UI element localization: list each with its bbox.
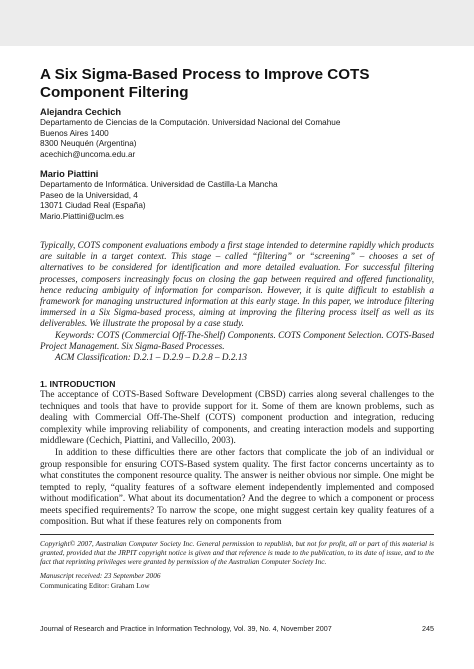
author-email: acechich@uncoma.edu.ar [40, 149, 136, 159]
copyright-notice: Copyright© 2007, Australian Computer Society Inc. General permission to republish, but not for profit, all or part of this material is granted, provided that the JRPIT copyright notice is given and that reference is made to the publication, to its date of issue, and to the fact that reprinting privileges were granted by permission of the Australian Computer Society Inc. [40, 538, 434, 567]
affiliation-line: 13071 Ciudad Real (España) [40, 201, 146, 210]
paragraph: The acceptance of COTS-Based Software Development (CBSD) carries along several challenges to the techniques and tools that have to provide support for it. Some of them are known problems, such as dealing with Commercial Off-The-Shelf (COTS) component production and integration, reducing complexity while improving reliability of components, and creating interaction models and supporting middleware (Cechich, Piattini, and Vallecillo, 2003). [40, 390, 434, 447]
manuscript-received: Manuscript received: 23 September 2006 [40, 571, 161, 581]
introduction-body [40, 390, 434, 529]
divider [40, 534, 434, 535]
author-block-1 [40, 106, 434, 160]
author-name: Mario Piattini [40, 169, 99, 179]
header-band [0, 0, 474, 46]
keywords: Keywords: COTS (Commercial Off-The-Shelf) Components. COTS Component Selection. COTS-Based Project Management. Six Sigma-Based Processes. [40, 329, 434, 351]
page-number: 245 [422, 624, 434, 633]
affiliation-line: Paseo de la Universidad, 4 [40, 190, 138, 200]
affiliation-line: Departamento de Informática. Universidad de Castilla-La Mancha [40, 180, 278, 189]
abstract-text: Typically, COTS component evaluations embody a first stage intended to determine rapidly which products are suitable in a target context. This stage – called “filtering” or “screening” – chooses a set of alternatives to be considered for identification and more detailed evaluation. For successful filtering processes, composers increasingly focus on closing the gap between required and offered functionality, hence reducing ambiguity of information for comparison. However, it is quite difficult to establish a framework for managing unstructured information at this early stage. In this paper, we introduce filtering immersed in a Six Sigma-based process, aiming at improving the filtering process itself as well as its deliverables. We illustrate the proposal by a case study. [40, 240, 434, 329]
section-heading: 1. INTRODUCTION [40, 379, 116, 390]
acm-classification: ACM Classification: D.2.1 – D.2.9 – D.2.8 – D.2.13 [55, 352, 247, 363]
author-name: Alejandra Cechich [40, 107, 122, 117]
abstract [40, 240, 434, 363]
affiliation-line: 8300 Neuquén (Argentina) [40, 139, 137, 148]
author-email: Mario.Piattini@uclm.es [40, 211, 124, 221]
affiliation-line: Departamento de Ciencias de la Computación. Universidad Nacional del Comahue [40, 118, 341, 127]
paper-page [40, 66, 434, 590]
page-footer [40, 624, 434, 633]
author-block-2 [40, 168, 434, 222]
paper-title: A Six Sigma-Based Process to Improve COTS Component Filtering [40, 66, 370, 101]
communicating-editor: Communicating Editor: Graham Low [40, 580, 150, 590]
journal-citation: Journal of Research and Practice in Information Technology, Vol. 39, No. 4, November 2007 [40, 624, 332, 633]
paragraph: In addition to these difficulties there are other factors that complicate the job of an individual or group responsible for ensuring COTS-Based system quality. The first factor concerns uncertainty as to what constitutes the component resource quality. The answer is neither obvious nor simple. One might be tempted to reply, “quality features of a software element independently implemented and composed without modification”. What about its documentation? And the degree to which a component or process meets specified requirements? To narrow the scope, one might suggest certain key quality features of a composition. But what if these features rely on components from [40, 447, 434, 528]
affiliation-line: Buenos Aires 1400 [40, 128, 109, 138]
